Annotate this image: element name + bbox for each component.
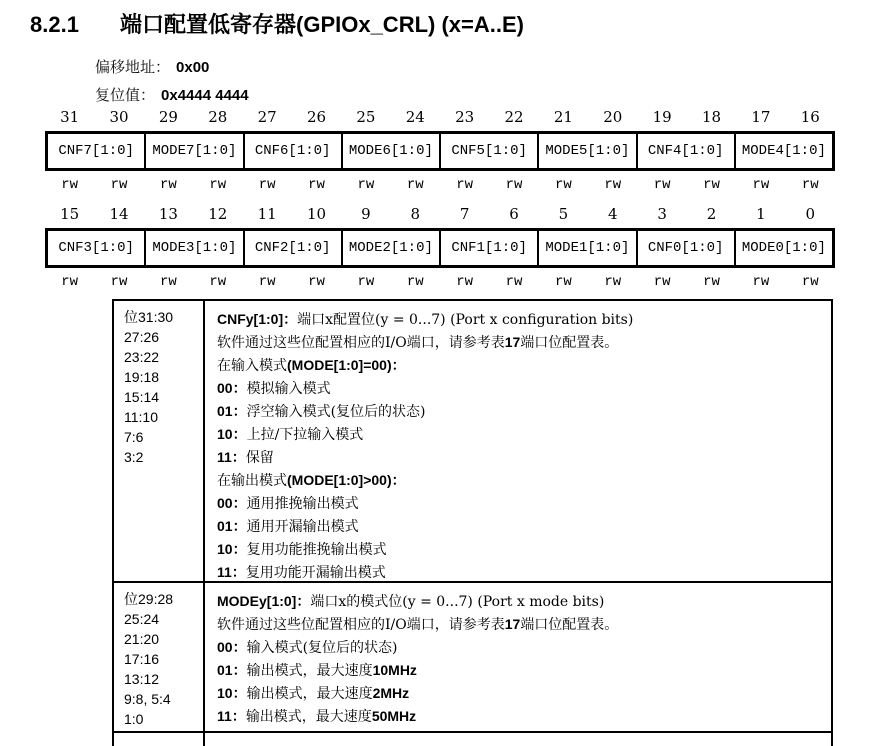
description-bold-text: 10：	[217, 685, 247, 701]
register-row-high	[45, 108, 835, 193]
description-line	[217, 659, 825, 682]
bit-range: 25:24	[124, 611, 160, 627]
bit-ranges-column	[114, 583, 205, 731]
register-fields-row	[45, 131, 835, 171]
access-type: rw	[456, 274, 474, 290]
access-type: rw	[160, 177, 177, 193]
register-field-cell: CNF7[1:0]	[58, 143, 134, 159]
register-field-cell: MODE0[1:0]	[734, 231, 832, 265]
description-bold-text: 00：	[217, 639, 247, 655]
bit-numbers-row	[45, 205, 835, 223]
bit-range: 位29:28	[124, 591, 174, 607]
description-row	[114, 301, 831, 581]
bit-range: 27:26	[124, 329, 160, 345]
access-type: rw	[209, 177, 227, 193]
description-text: 复用功能开漏输出模式	[245, 565, 386, 581]
description-bold-text: 10：	[217, 426, 247, 442]
register-field-cell: CNF3[1:0]	[58, 240, 134, 256]
offset-address-label: 偏移地址：	[95, 58, 171, 76]
description-line	[217, 308, 825, 331]
bit-range: 23:22	[124, 349, 160, 365]
register-field-cell: MODE7[1:0]	[144, 134, 242, 168]
description-bold-text: 00：	[217, 495, 247, 511]
description-bold-text: 10：	[217, 541, 247, 557]
bit-number: 13	[158, 205, 178, 223]
bit-range: 15:14	[124, 389, 160, 405]
register-fields-row	[45, 228, 835, 268]
description-text: 通用开漏输出模式	[246, 519, 359, 535]
bit-number: 19	[652, 108, 672, 126]
access-type: rw	[604, 177, 622, 193]
bit-number: 29	[158, 108, 178, 126]
access-type: rw	[160, 274, 177, 290]
access-type: rw	[308, 177, 325, 193]
bit-number: 11	[257, 205, 277, 223]
bit-number: 3	[657, 205, 667, 223]
register-field-cell: MODE6[1:0]	[341, 134, 439, 168]
access-type: rw	[258, 177, 276, 193]
bit-number: 28	[208, 108, 228, 126]
access-type: rw	[61, 274, 79, 290]
access-type: rw	[801, 274, 819, 290]
access-type: rw	[357, 177, 375, 193]
register-field-cell: CNF2[1:0]	[243, 231, 341, 265]
access-type: rw	[308, 274, 325, 290]
description-column	[205, 733, 831, 746]
description-bold-text: 11：	[217, 708, 246, 724]
register-row-low	[45, 205, 835, 290]
description-line	[217, 400, 825, 423]
bit-range: 1:0	[124, 711, 144, 727]
description-bold-text: 01：	[217, 403, 247, 419]
bit-description-table	[112, 299, 833, 746]
bit-number: 2	[706, 205, 717, 223]
reset-value-label: 复位值：	[95, 86, 156, 104]
access-type: rw	[357, 274, 375, 290]
section-number: 8.2.1	[30, 12, 79, 37]
bit-number: 27	[257, 108, 277, 126]
description-line	[217, 590, 825, 613]
description-line	[217, 613, 825, 636]
description-line	[217, 705, 825, 728]
description-bold-text: 17	[504, 334, 521, 350]
bit-range: 11:10	[124, 409, 158, 425]
description-bold-text: CNFy[1:0]：	[217, 311, 298, 327]
register-field-cell: MODE1[1:0]	[537, 231, 635, 265]
description-bold-text: 10MHz	[372, 662, 417, 678]
description-line	[217, 377, 825, 400]
bit-number: 24	[405, 108, 425, 126]
description-text: 端口x的模式位(y = 0...7) (Port x mode bits)	[310, 594, 605, 610]
bit-number: 25	[356, 108, 376, 126]
bit-range: 17:16	[124, 651, 160, 667]
description-bold-text: 17	[504, 616, 521, 632]
access-types-row	[45, 177, 835, 193]
offset-address-line	[95, 56, 209, 77]
bit-ranges-column	[114, 733, 205, 746]
bit-number: 5	[558, 205, 569, 223]
bit-number: 9	[361, 205, 371, 223]
description-column	[205, 583, 831, 731]
bit-number: 16	[800, 108, 820, 126]
access-type: rw	[653, 274, 671, 290]
description-text: 在输出模式	[217, 473, 287, 489]
bit-range: 3:2	[124, 449, 144, 465]
description-text: 上拉/下拉输入模式	[246, 427, 364, 443]
description-text: 浮空输入模式(复位后的状态)	[246, 404, 426, 420]
description-bold-text: (MODE[1:0]>00)：	[287, 472, 406, 488]
bit-number: 1	[756, 205, 766, 223]
bit-range: 9:8, 5:4	[124, 691, 171, 707]
bit-range: 位31:30	[124, 309, 174, 325]
description-column	[205, 301, 831, 581]
bit-number: 12	[208, 205, 228, 223]
access-type: rw	[406, 177, 424, 193]
bit-number: 8	[410, 205, 421, 223]
description-line	[217, 354, 825, 377]
access-type: rw	[653, 177, 671, 193]
description-text: 输出模式，最大速度	[246, 686, 373, 702]
section-title: 端口配置低寄存器(GPIOx_CRL) (x=A..E)	[120, 12, 524, 37]
bit-ranges-column	[114, 301, 205, 581]
access-type: rw	[456, 177, 474, 193]
description-text: 模拟输入模式	[246, 381, 331, 397]
description-row-cutoff	[114, 731, 831, 746]
bit-number: 18	[702, 108, 722, 126]
register-field-cell: CNF5[1:0]	[439, 134, 537, 168]
bit-range: 21:20	[124, 631, 160, 647]
bit-number: 0	[805, 205, 816, 223]
register-field-cell: MODE4[1:0]	[734, 134, 832, 168]
description-text: 软件通过这些位配置相应的I/O端口，请参考表	[217, 617, 505, 633]
description-line	[217, 469, 825, 492]
bit-range: 19:18	[124, 369, 160, 385]
bit-number: 26	[307, 108, 327, 126]
description-text: 输出模式，最大速度	[246, 663, 373, 679]
description-bold-text: 11：	[217, 449, 246, 465]
register-field-cell: MODE5[1:0]	[537, 134, 635, 168]
description-line	[217, 682, 825, 705]
register-field-cell: MODE2[1:0]	[341, 231, 439, 265]
access-type: rw	[555, 177, 572, 193]
description-bold-text: 01：	[217, 662, 247, 678]
description-text: 通用推挽输出模式	[246, 496, 359, 512]
description-bold-text: 2MHz	[372, 685, 410, 701]
description-text: 保留	[245, 450, 274, 466]
description-text: 在输入模式	[217, 358, 287, 374]
description-line	[217, 492, 825, 515]
bit-number: 17	[751, 108, 771, 126]
offset-address-value: 0x00	[176, 59, 210, 76]
description-line	[217, 423, 825, 446]
description-bold-text: MODEy[1:0]：	[217, 593, 311, 609]
access-type: rw	[555, 274, 572, 290]
register-field-cell: CNF4[1:0]	[636, 134, 734, 168]
description-text: 复用功能推挽输出模式	[246, 542, 387, 558]
reset-value-value: 0x4444 4444	[161, 87, 249, 104]
bit-number: 14	[109, 205, 129, 223]
access-type: rw	[604, 274, 622, 290]
description-bold-text: 50MHz	[371, 708, 417, 724]
bit-number: 20	[603, 108, 623, 126]
access-type: rw	[703, 177, 720, 193]
access-type: rw	[801, 177, 819, 193]
bit-numbers-row	[45, 108, 835, 126]
bit-number: 30	[109, 108, 129, 126]
bit-number: 6	[509, 205, 519, 223]
description-text: 软件通过这些位配置相应的I/O端口，请参考表	[217, 335, 505, 351]
access-type: rw	[703, 274, 720, 290]
access-type: rw	[61, 177, 79, 193]
bit-number: 31	[60, 108, 80, 126]
bit-range: 13:12	[124, 671, 160, 687]
access-type: rw	[110, 274, 128, 290]
description-row	[114, 581, 831, 731]
bit-number: 22	[504, 108, 524, 126]
bit-number: 7	[459, 205, 470, 223]
bit-number: 10	[307, 205, 327, 223]
access-type: rw	[505, 177, 523, 193]
description-text: 端口位配置表。	[520, 617, 619, 633]
description-line	[217, 331, 825, 354]
bit-range: 7:6	[124, 429, 144, 445]
access-type: rw	[505, 274, 523, 290]
description-bold-text: (MODE[1:0]=00)：	[287, 357, 406, 373]
bit-number: 4	[608, 205, 618, 223]
bit-number: 23	[455, 108, 475, 126]
description-bold-text: 11：	[217, 564, 246, 580]
bit-number: 15	[60, 205, 80, 223]
access-types-row	[45, 274, 835, 290]
access-type: rw	[209, 274, 227, 290]
access-type: rw	[752, 274, 770, 290]
description-line	[217, 515, 825, 538]
register-field-cell: CNF1[1:0]	[439, 231, 537, 265]
access-type: rw	[406, 274, 424, 290]
description-text: 端口位配置表。	[520, 335, 619, 351]
access-type: rw	[258, 274, 276, 290]
description-line	[217, 538, 825, 561]
access-type: rw	[752, 177, 770, 193]
description-text: 输入模式(复位后的状态)	[246, 640, 398, 656]
description-line	[217, 561, 825, 581]
register-field-cell: MODE3[1:0]	[144, 231, 242, 265]
description-bold-text: 01：	[217, 518, 247, 534]
access-type: rw	[110, 177, 128, 193]
register-field-cell: CNF6[1:0]	[243, 134, 341, 168]
section-heading	[30, 8, 524, 39]
bit-number: 21	[553, 108, 573, 126]
description-line	[217, 446, 825, 469]
reset-value-line	[95, 84, 249, 105]
description-text: 输出模式，最大速度	[245, 709, 372, 725]
register-field-cell: CNF0[1:0]	[636, 231, 734, 265]
description-line	[217, 636, 825, 659]
description-text: 端口x配置位(y = 0...7) (Port x configuration bits)	[297, 312, 634, 328]
description-bold-text: 00：	[217, 380, 247, 396]
